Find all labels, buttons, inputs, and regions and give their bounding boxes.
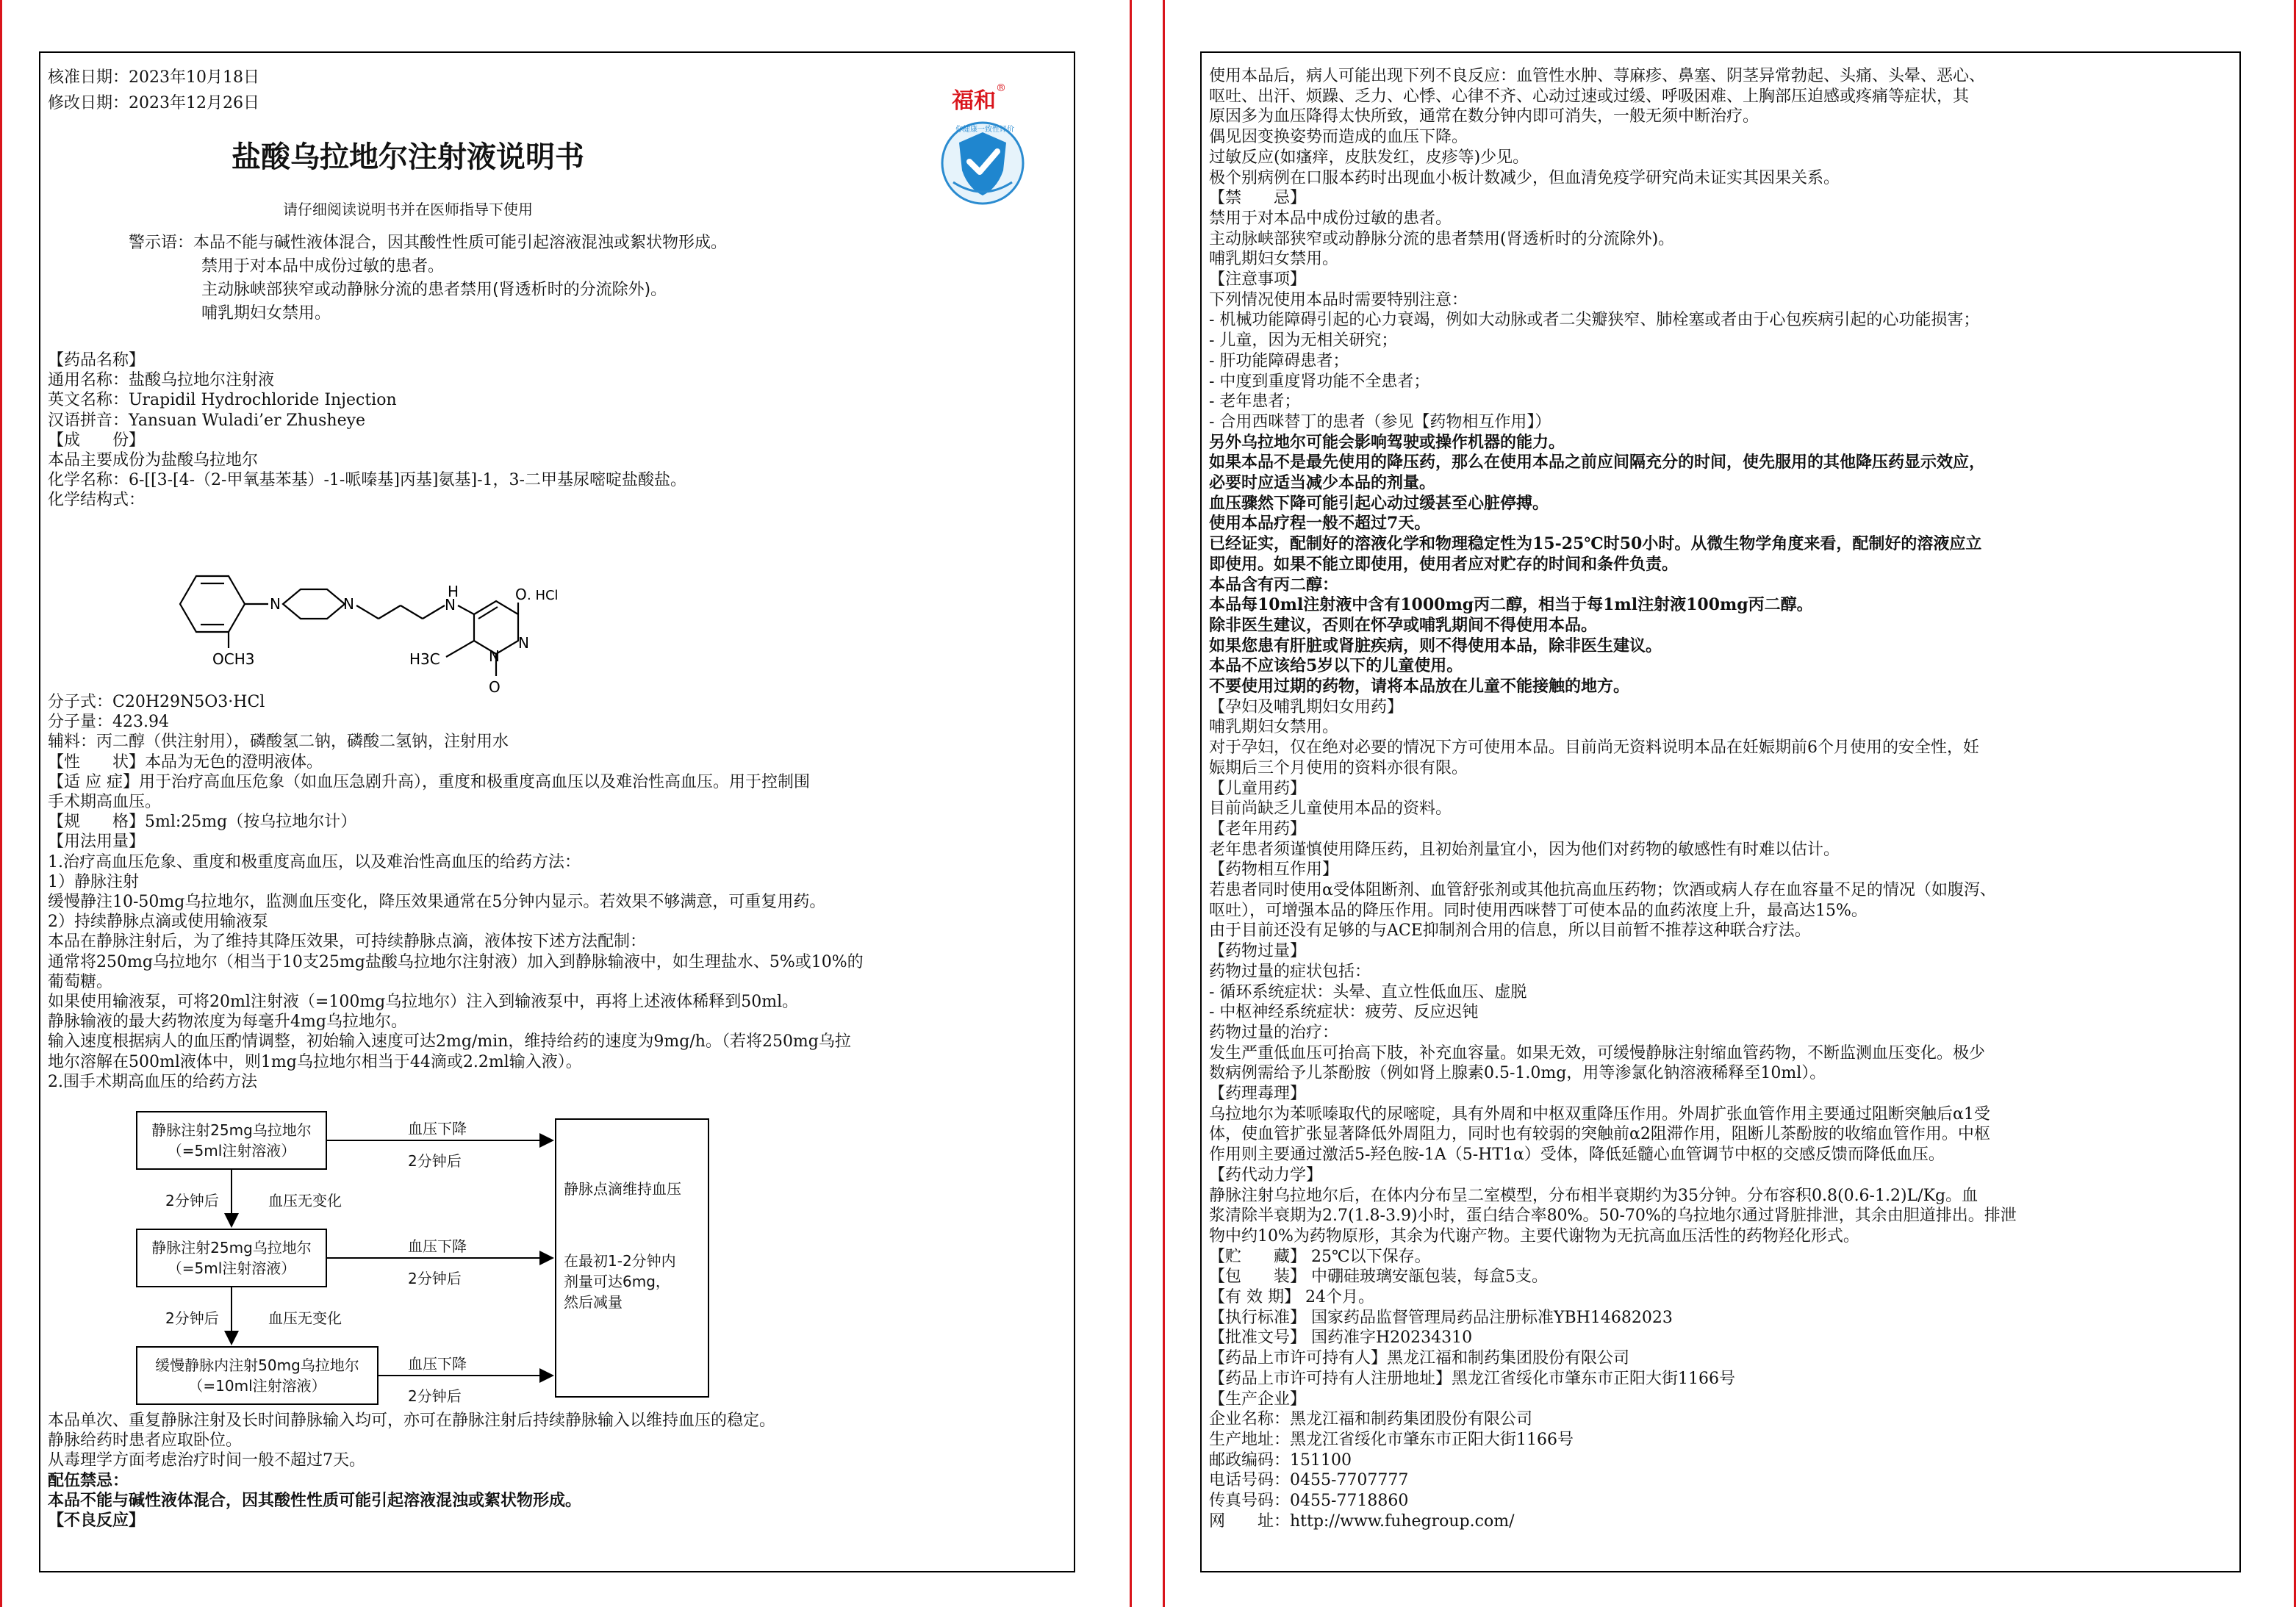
text-line: 【生产企业】 [1209,1390,1307,1409]
warning-line-3: 主动脉峡部狭窄或动静脉分流的患者禁用(肾透析时的分流除外)。 [201,281,667,299]
registered-mark: ® [996,82,1006,94]
text-line: 数病例需给予儿茶酚胺（例如肾上腺素0.5-1.0mg，用等渗氯化钠溶液稀释至10ml）。 [1209,1064,1826,1083]
text-line: 【成 份】 [48,431,146,450]
atom-och3: OCH3 [212,650,255,668]
text-line: 哺乳期妇女禁用。 [1209,718,1339,737]
flow-label-unchanged-1: 血压无变化 [268,1192,342,1209]
flow-label-2min-down-1: 2分钟后 [165,1192,219,1209]
text-line: 【药品上市许可持有人】黑龙江福和制药集团股份有限公司 [1209,1349,1630,1368]
flow-step-1-line-2: （=5ml注射溶液） [167,1142,296,1160]
text-line: - 儿童，因为无相关研究； [1209,331,1398,350]
text-line: 葡萄糖。 [48,972,113,991]
text-line: 物中约10%为药物原形，其余为代谢产物。主要代谢物为无抗高血压活性的药物羟化形式。 [1209,1226,1859,1245]
text-line: 通常将250mg乌拉地尔（相当于10支25mg盐酸乌拉地尔注射液）加入到静脉输液中，如生理盐水、5%或10%的 [48,952,864,971]
text-line: 【有 效 期】 24个月。 [1209,1288,1374,1306]
text-line: 不要使用过期的药物，请将本品放在儿童不能接触的地方。 [1209,677,1630,696]
atom-n1: N [270,595,281,613]
text-line: 分子量：423.94 [48,713,169,732]
atom-o1: O [515,586,527,603]
flow-maintenance-title: 静脉点滴维持血压 [564,1180,681,1198]
text-line: 主动脉峡部狭窄或动静脉分流的患者禁用(肾透析时的分流除外)。 [1209,229,1675,248]
text-line: 从毒理学方面考虑治疗时间一般不超过7天。 [48,1451,365,1470]
text-line: 【药物相互作用】 [1209,860,1339,880]
document-title: 盐酸乌拉地尔注射液说明书 [232,140,584,174]
text-line: 静脉给药时患者应取卧位。 [48,1431,243,1450]
text-line: 作用则主要通过激活5-羟色胺-1A（5-HT1α）受体，降低延髓心血管调节中枢的交感反馈而降低血压。 [1209,1146,1945,1165]
badge-text: 你健康一致性评价 [955,126,1014,134]
text-line: 本品不能与碱性液体混合，因其酸性性质可能引起溶液混浊或絮状物形成。 [48,1490,582,1510]
text-line: 浆清除半衰期为2.7(1.8-3.9)小时，蛋白结合率80%。50-70%的乌拉地尔通过肾脏排泄，其余由胆道排出。排泄 [1209,1207,2017,1226]
text-line: 本品单次、重复静脉注射及长时间静脉输入均可，亦可在静脉注射后持续静脉输入以维持血压的稳定。 [48,1412,776,1430]
text-line: - 中度到重度肾功能不全患者； [1209,372,1430,391]
flow-label-bp-drop-2: 血压下降 [408,1237,467,1255]
leaflet-page-right [1163,0,2296,1607]
warning-line-1: 警示语：本品不能与碱性液体混合，因其酸性性质可能引起溶液混浊或絮状物形成。 [129,234,728,252]
text-line: 娠期后三个月使用的资料亦很有限。 [1209,758,1468,777]
text-line: 除非医生建议，否则在怀孕或哺乳期间不得使用本品。 [1209,615,1598,635]
text-line: 缓慢静注10-50mg乌拉地尔，监测血压变化，降压效果通常在5分钟内显示。若效果不够满意，可重复用药。 [48,893,826,911]
text-line: 配伍禁忌： [48,1470,129,1490]
text-line: 【不良反应】 [48,1511,146,1530]
approve-date: 核准日期：2023年10月18日 [48,68,259,87]
text-line: 传真号码：0455-7718860 [1209,1492,1409,1510]
flow-label-2min-1: 2分钟后 [408,1152,462,1170]
flow-label-bp-drop-3: 血压下降 [408,1355,467,1373]
text-line: 【性 状】本品为无色的澄明液体。 [48,752,323,772]
text-line: 【规 格】5ml:25mg（按乌拉地尔计） [48,813,357,832]
text-line: 乌拉地尔为苯哌嗪取代的尿嘧啶，具有外周和中枢双重降压作用。外周扩张血管作用主要通过阻断突触后α1受 [1209,1104,1990,1124]
text-line: 【适 应 症】用于治疗高血压危象（如血压急剧升高），重度和极重度高血压以及难治性高血压。用于控制围 [48,772,810,791]
flow-maintenance-note-1: 在最初1-2分钟内 [564,1252,676,1270]
text-line: 【禁 忌】 [1209,189,1307,208]
text-line: 【孕妇及哺乳期妇女用药】 [1209,697,1404,716]
text-line: 2.围手术期高血压的给药方法 [48,1072,257,1091]
text-line: 哺乳期妇女禁用。 [1209,250,1339,269]
revise-date: 修改日期：2023年12月26日 [48,94,259,112]
atom-o2: O [489,678,501,696]
text-line: 老年患者须谨慎使用降压药，且初始剂量宜小，因为他们对药物的敏感性有时难以估计。 [1209,840,1840,859]
methyl-left: H3C [409,650,440,668]
text-line: 企业名称：黑龙江福和制药集团股份有限公司 [1209,1410,1533,1429]
text-line: - 中枢神经系统症状：疲劳、反应迟钝 [1209,1003,1479,1022]
text-line: 【儿童用药】 [1209,779,1307,798]
text-line: 汉语拼音：Yansuan Wuladi’er Zhusheye [48,411,366,430]
text-line: 已经证实，配制好的溶液化学和物理稳定性为15-25℃时50小时。从微生物学角度来看，配制好的溶液应立 [1209,534,1982,554]
text-line: 【批准文号】 国药准字H20234310 [1209,1329,1473,1348]
warning-line-4: 哺乳期妇女禁用。 [201,304,331,323]
text-line: - 合用西咪替丁的患者（参见【药物相互作用】） [1209,412,1551,431]
text-line: 2）持续静脉点滴或使用输液泵 [48,913,268,932]
text-line: - 循环系统症状：头晕、直立性低血压、虚脱 [1209,982,1527,1002]
text-line: 极个别病例在口服本药时出现血小板计数减少，但血清免疫学研究尚未证实其因果关系。 [1209,168,1840,187]
text-line: 【包 装】 中硼硅玻璃安瓿包装，每盒5支。 [1209,1268,1548,1287]
flow-step-3-line-2: （=10ml注射溶液） [188,1377,326,1395]
flow-step-3-line-1: 缓慢静脉内注射50mg乌拉地尔 [155,1356,359,1374]
flow-maintenance-note-3: 然后减量 [564,1293,623,1311]
flow-label-bp-drop-1: 血压下降 [408,1120,467,1137]
text-line: 如果本品不是最先使用的降压药，那么在使用本品之前应间隔充分的时间，使先服用的其他降压药显示效应， [1209,453,1986,472]
text-line: 电话号码：0455-7707777 [1209,1471,1409,1490]
text-line: 下列情况使用本品时需要特别注意： [1209,290,1468,309]
text-line: 【药物过量】 [1209,942,1307,961]
text-line: 1）静脉注射 [48,872,139,891]
text-line: 偶见因变换姿势而造成的血压下降。 [1209,128,1468,147]
document-subtitle: 请仔细阅读说明书并在医师指导下使用 [283,201,533,218]
text-line: 【老年用药】 [1209,819,1307,838]
text-line: 生产地址：黑龙江省绥化市肇东市正阳大街1166号 [1209,1430,1574,1449]
text-line: 1.治疗高血压危象、重度和极重度高血压，以及难治性高血压的给药方法： [48,852,581,871]
atom-h: H [448,583,459,600]
text-line: 手术期高血压。 [48,793,162,811]
text-line: 辅料：丙二醇（供注射用），磷酸氢二钠，磷酸二氢钠，注射用水 [48,733,509,752]
text-line: - 肝功能障碍患者； [1209,351,1349,370]
page-frame [1200,51,2241,1572]
leaflet-page-left [0,0,1132,1607]
text-line: 药物过量的症状包括： [1209,962,1371,981]
text-line: 【药品上市许可持有人注册地址】黑龙江省绥化市肇东市正阳大街1166号 [1209,1369,1735,1388]
flowchart-arrows [40,53,1069,1449]
text-line: 由于目前还没有足够的与ACE抑制剂合用的信息，所以目前暂不推荐这种联合疗法。 [1209,921,1811,941]
atom-n3: N [489,647,500,665]
text-line: 静脉输液的最大药物浓度为每毫升4mg乌拉地尔。 [48,1013,407,1032]
atom-nh: N [445,596,456,614]
warning-line-2: 禁用于对本品中成份过敏的患者。 [201,257,445,276]
flow-step-1-line-1: 静脉注射25mg乌拉地尔 [151,1121,312,1139]
text-line: 使用本品后，病人可能出现下列不良反应：血管性水肿、荨麻疹、鼻塞、阴茎异常勃起、头痛、头晕、恶心、 [1209,67,1986,85]
text-line: 目前尚缺乏儿童使用本品的资料。 [1209,799,1452,819]
text-line: 对于孕妇，仅在绝对必要的情况下方可使用本品。目前尚无资料说明本品在妊娠期前6个月使用的安全性，妊 [1209,738,1980,758]
flow-maintenance-note-2: 剂量可达6mg， [564,1273,670,1290]
flow-label-2min-3: 2分钟后 [408,1387,462,1405]
text-line: 必要时应适当减少本品的剂量。 [1209,473,1436,492]
text-line: 【药品名称】 [48,351,146,370]
text-line: 【药理毒理】 [1209,1085,1307,1103]
text-line: 【贮 藏】 25℃以下保存。 [1209,1247,1431,1266]
text-line: 【药代动力学】 [1209,1165,1323,1184]
text-line: 呕吐、出汗、烦躁、乏力、心悸、心律不齐、心动过速或过缓、呼吸困难、上胸部压迫感或疼痛等症状，其 [1209,87,1970,106]
text-line: 如果使用输液泵，可将20ml注射液（=100mg乌拉地尔）注入到输液泵中，再将上述液体稀释到50ml。 [48,993,799,1011]
text-line: 本品含有丙二醇： [1209,575,1339,594]
text-line: 发生严重低血压可抬高下肢，补充血容量。如果无效，可缓慢静脉注射缩血管药物，不断监测血压变化。极少 [1209,1043,1986,1063]
text-line: 网 址：http://www.fuhegroup.com/ [1209,1511,1515,1531]
text-line: - 机械功能障碍引起的心力衰竭，例如大动脉或者二尖瓣狭窄、肺栓塞或者由于心包疾病引起的心功能损害； [1209,311,1980,330]
atom-n2: N [343,595,354,613]
hcl-salt: . HCl [527,588,559,603]
flow-label-2min-2: 2分钟后 [408,1270,462,1287]
text-line: 本品每10ml注射液中含有1000mg丙二醇，相当于每1ml注射液100mg丙二醇。 [1209,595,1813,615]
text-line: 化学结构式： [48,491,146,510]
text-line: 邮政编码：151100 [1209,1450,1352,1470]
text-line: 禁用于对本品中成份过敏的患者。 [1209,209,1452,228]
flow-step-2-line-2: （=5ml注射溶液） [167,1259,296,1277]
text-line: 若患者同时使用α受体阻断剂、血管舒张剂或其他抗高血压药物；饮酒或病人存在血容量不足的情况（如腹泻、 [1209,881,1996,899]
flow-label-2min-down-2: 2分钟后 [165,1309,219,1327]
text-line: 分子式：C20H29N5O3·HCl [48,693,265,711]
text-line: 静脉注射乌拉地尔后，在体内分布呈二室模型，分布相半衰期约为35分钟。分布容积0.8(0.6-1.2)L/Kg。血 [1209,1186,1978,1205]
text-line: 通用名称：盐酸乌拉地尔注射液 [48,371,275,390]
atom-n4: N [518,634,529,652]
flow-step-2-line-1: 静脉注射25mg乌拉地尔 [151,1239,312,1257]
text-line: 【用法用量】 [48,833,146,852]
text-line: 呕吐），可增强本品的降压作用。同时使用西咪替丁可使本品的血药浓度上升，最高达15%。 [1209,901,1868,920]
text-line: 体，使血管扩张显著降低外周阻力，同时也有较弱的突触前α2阻滞作用，阻断儿茶酚胺的收缩血管作用。中枢 [1209,1125,1990,1144]
text-line: 原因多为血压降得太快所致，通常在数分钟内即可消失，一般无须中断治疗。 [1209,107,1759,126]
text-line: 本品在静脉注射后，为了维持其降压效果，可持续静脉点滴，液体按下述方法配制： [48,932,647,952]
text-line: 【注意事项】 [1209,270,1307,289]
text-line: 如果您患有肝脏或肾脏疾病，则不得使用本品，除非医生建议。 [1209,636,1662,655]
text-line: 输入速度根据病人的血压酌情调整，初始输入速度可达2mg/min，维持给药的速度为9mg/h。（若将250mg乌拉 [48,1032,851,1051]
text-line: 地尔溶解在500ml液体中，则1mg乌拉地尔相当于44滴或2.2ml输入液）。 [48,1052,582,1071]
text-line: 英文名称：Urapidil Hydrochloride Injection [48,391,397,410]
text-line: 即使用。如果不能立即使用，使用者应对贮存的时间和条件负责。 [1209,554,1679,574]
brand-name: 福和 [952,88,996,114]
text-line: 化学名称：6-[[3-[4-（2-甲氧基苯基）-1-哌嗪基]丙基]氨基]-1，3-二甲基尿嘧啶盐酸盐。 [48,471,686,490]
text-line: - 老年患者； [1209,392,1301,411]
text-line: 药物过量的治疗： [1209,1023,1339,1042]
text-line: 血压骤然下降可能引起心动过缓甚至心脏停搏。 [1209,493,1549,513]
page-frame [39,51,1075,1572]
text-line: 使用本品疗程一般不超过7天。 [1209,514,1431,533]
text-line: 另外乌拉地尔可能会影响驾驶或操作机器的能力。 [1209,432,1565,452]
text-line: 本品主要成份为盐酸乌拉地尔 [48,451,259,470]
text-line: 本品不应该给5岁以下的儿童使用。 [1209,656,1463,676]
text-line: 过敏反应(如瘙痒，皮肤发红，皮疹等)少见。 [1209,148,1529,167]
flow-label-unchanged-2: 血压无变化 [268,1309,342,1327]
text-line: 【执行标准】 国家药品监督管理局药品注册标准YBH14682023 [1209,1308,1673,1327]
